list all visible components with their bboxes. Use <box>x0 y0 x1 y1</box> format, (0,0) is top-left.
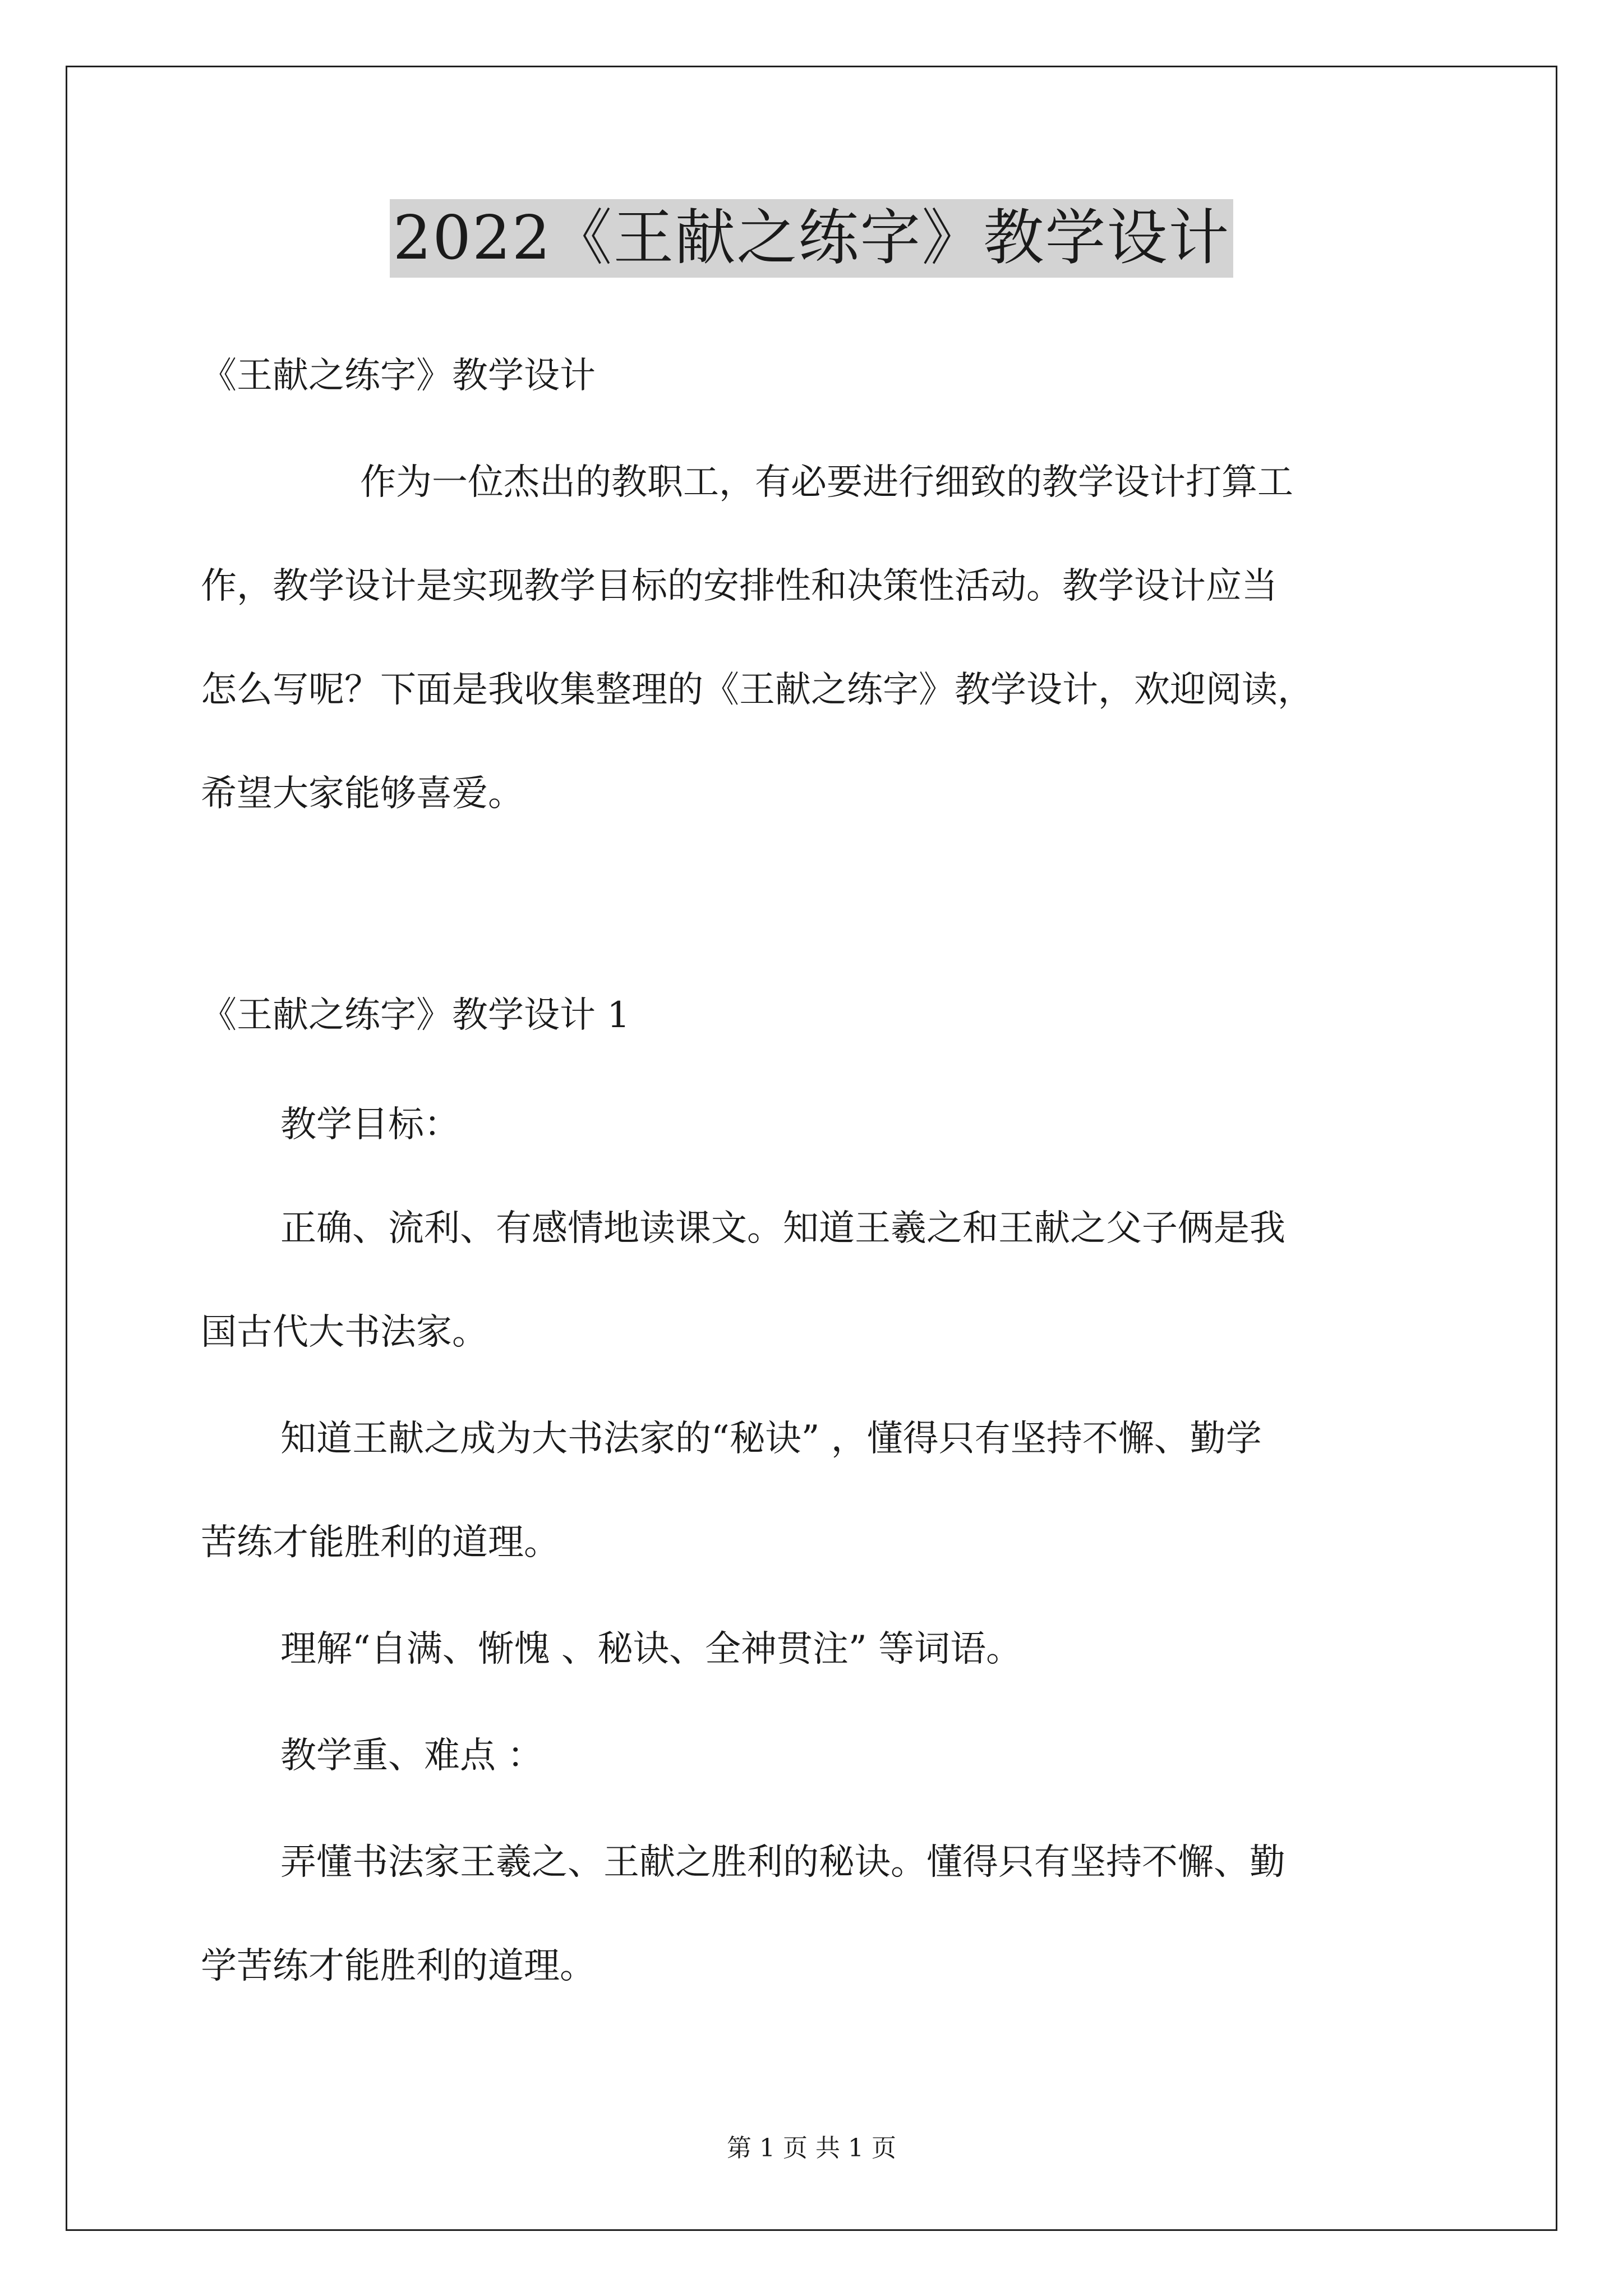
goal1-line-2: 国古代大书法家。 <box>201 1312 488 1353</box>
intro-line-1: 作为一位杰出的教职工，有必要进行细致的教学设计打算工 <box>360 462 1293 503</box>
document-title: 2022《王献之练字》教学设计 <box>390 199 1234 278</box>
key-points-line-2: 学苦练才能胜利的道理。 <box>201 1945 596 1987</box>
goals-label: 教学目标： <box>280 1104 460 1145</box>
intro-line-3: 怎么写呢？下面是我收集整理的《王献之练字》教学设计，欢迎阅读， <box>201 669 1313 711</box>
intro-line-2: 作，教学设计是实现教学目标的安排性和决策性活动。教学设计应当 <box>201 565 1278 607</box>
document-subtitle: 《王献之练字》教学设计 <box>201 355 596 397</box>
section-title: 《王献之练字》教学设计 1 <box>201 995 630 1036</box>
page-footer: 第 1 页 共 1 页 <box>727 2134 896 2162</box>
goal2-line-2: 苦练才能胜利的道理。 <box>201 1522 560 1563</box>
goal3-line: 理解“自满、惭愧 、秘诀、全神贯注” 等词语。 <box>280 1628 1022 1670</box>
key-points-line-1: 弄懂书法家王羲之、王献之胜利的秘诀。懂得只有坚持不懈、勤 <box>280 1842 1285 1883</box>
key-points-label: 教学重、难点 ： <box>280 1735 543 1777</box>
goal1-line-1: 正确、流利、有感情地读课文。知道王羲之和王献之父子俩是我 <box>280 1208 1285 1249</box>
goal2-line-1: 知道王献之成为大书法家的“秘诀” ，懂得只有坚持不懈、勤学 <box>280 1418 1262 1460</box>
intro-line-4: 希望大家能够喜爱。 <box>201 773 524 815</box>
title-container <box>0 199 1623 278</box>
